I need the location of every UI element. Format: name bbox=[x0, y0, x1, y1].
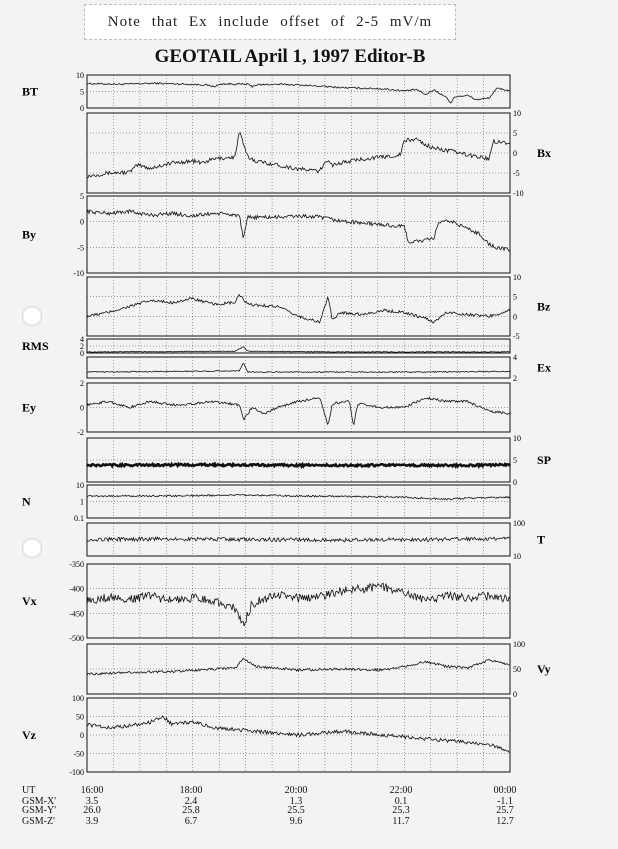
tick-label: -5 bbox=[513, 169, 520, 178]
footer-row-label: GSM-Z' bbox=[22, 816, 55, 827]
footer-value: 3.9 bbox=[85, 816, 99, 827]
footer-value: 20:00 bbox=[284, 785, 308, 796]
tick-label: 5 bbox=[80, 192, 84, 201]
footer-value: 25.8 bbox=[182, 805, 200, 816]
tick-label: 5 bbox=[513, 129, 517, 138]
panel-vz bbox=[22, 694, 510, 777]
panel-by bbox=[22, 192, 510, 278]
tick-label: 50 bbox=[76, 712, 84, 722]
tick-label: 100 bbox=[513, 640, 525, 649]
tick-label: 0 bbox=[80, 403, 84, 413]
tick-label: 0 bbox=[80, 349, 84, 358]
tick-label: 5 bbox=[513, 292, 517, 302]
tick-label: -450 bbox=[69, 609, 84, 619]
tick-label: 50 bbox=[513, 665, 521, 674]
tick-label: 0 bbox=[80, 104, 84, 113]
panel-ey bbox=[22, 379, 510, 437]
footer-value: 0.1 bbox=[394, 796, 408, 807]
tick-label: -50 bbox=[73, 749, 84, 759]
panel-label-sp: SP bbox=[537, 453, 552, 467]
footer-value: 1.3 bbox=[289, 796, 303, 807]
footer-value: 25.7 bbox=[496, 805, 514, 816]
offset-note: Note that Ex include offset of 2-5 mV/m bbox=[84, 4, 456, 40]
tick-label: 2 bbox=[80, 342, 84, 351]
panel-vx bbox=[22, 560, 510, 643]
tick-label: -350 bbox=[69, 560, 84, 569]
footer-value: 11.7 bbox=[392, 816, 410, 827]
tick-label: 10 bbox=[513, 273, 521, 282]
tick-label: 0 bbox=[513, 478, 517, 487]
panel-label-vx: Vx bbox=[22, 594, 37, 608]
tick-label: 10 bbox=[76, 481, 84, 490]
footer-row-label: GSM-Y' bbox=[22, 805, 57, 816]
footer-value: 6.7 bbox=[184, 816, 198, 827]
tick-label: 10 bbox=[513, 434, 521, 443]
footer-value: -1.1 bbox=[497, 796, 513, 807]
footer-value: 25.3 bbox=[392, 805, 410, 816]
tick-label: 0.1 bbox=[74, 514, 84, 523]
tick-label: 100 bbox=[72, 694, 84, 703]
footer-value: 22:00 bbox=[389, 785, 413, 796]
panel-bt bbox=[22, 71, 510, 113]
panel-label-vy: Vy bbox=[537, 662, 551, 676]
tick-label: 10 bbox=[513, 109, 521, 118]
panel-sp bbox=[87, 434, 551, 487]
chart-title: GEOTAIL April 1, 1997 Editor-B bbox=[154, 46, 426, 67]
tick-label: -100 bbox=[69, 768, 84, 777]
tick-label: -400 bbox=[69, 584, 84, 594]
tick-label: 10 bbox=[76, 71, 84, 80]
panel-label-ex: Ex bbox=[537, 360, 552, 375]
footer-row-label: UT bbox=[22, 785, 36, 796]
panel-label-by: By bbox=[22, 227, 37, 242]
tick-label: 2 bbox=[513, 374, 517, 383]
footer-value: 25.5 bbox=[287, 805, 305, 816]
tick-label: -500 bbox=[69, 634, 84, 643]
tick-label: 4 bbox=[513, 353, 517, 362]
panel-bx bbox=[87, 109, 551, 198]
panel-label-vz: Vz bbox=[22, 728, 36, 742]
tick-label: 1 bbox=[80, 497, 84, 507]
tick-label: 0 bbox=[513, 690, 517, 699]
footer-value: 26.0 bbox=[83, 805, 101, 816]
tick-label: 0 bbox=[80, 731, 84, 740]
panel-label-t: T bbox=[537, 532, 546, 547]
footer-value: 2.4 bbox=[184, 796, 198, 807]
panel-vy bbox=[87, 640, 551, 699]
panel-bz bbox=[87, 273, 551, 341]
series-line-sp bbox=[87, 464, 510, 467]
panel-label-bt: BT bbox=[22, 84, 39, 99]
panel-label-ey: Ey bbox=[22, 400, 37, 415]
panel-t bbox=[87, 519, 545, 561]
footer-row bbox=[0, 806, 618, 816]
tick-label: 0 bbox=[513, 149, 517, 158]
footer-value: 00:00 bbox=[493, 785, 517, 796]
footer-row bbox=[0, 786, 618, 796]
tick-label: -5 bbox=[513, 332, 520, 341]
panel-label-n: N bbox=[22, 494, 31, 509]
panel-label-bx: Bx bbox=[537, 146, 552, 160]
footer-row bbox=[0, 817, 618, 827]
footer-value: 3.5 bbox=[85, 796, 99, 807]
tick-label: 4 bbox=[80, 335, 84, 344]
footer-value: 9.6 bbox=[289, 816, 303, 827]
tick-label: -10 bbox=[513, 189, 524, 198]
panel-label-bz: Bz bbox=[537, 299, 551, 314]
tick-label: 10 bbox=[513, 552, 521, 561]
tick-label: 0 bbox=[513, 312, 517, 322]
tick-label: -2 bbox=[77, 428, 84, 437]
tick-label: -5 bbox=[77, 243, 84, 253]
panel-ex bbox=[87, 353, 551, 383]
panel-label-rms: RMS bbox=[22, 339, 49, 353]
panel-frame bbox=[87, 277, 510, 336]
tick-label: 5 bbox=[80, 87, 84, 97]
series-line-t bbox=[87, 537, 510, 542]
tick-label: 0 bbox=[80, 217, 84, 227]
tick-label: -10 bbox=[73, 269, 84, 278]
footer-row-label: GSM-X' bbox=[22, 796, 57, 807]
panel-frame bbox=[87, 196, 510, 273]
series-line-rms bbox=[87, 347, 510, 353]
panel-rms bbox=[22, 335, 510, 358]
series-line-vx bbox=[87, 583, 510, 626]
tick-label: 5 bbox=[513, 456, 517, 465]
footer-value: 18:00 bbox=[179, 785, 203, 796]
series-line-vy bbox=[87, 658, 510, 675]
tick-label: 100 bbox=[513, 519, 525, 528]
footer-value: 12.7 bbox=[496, 816, 514, 827]
series-line-ex bbox=[87, 364, 510, 373]
footer-value: 16:00 bbox=[80, 785, 104, 796]
tick-label: 2 bbox=[80, 379, 84, 388]
panel-n bbox=[22, 481, 510, 523]
